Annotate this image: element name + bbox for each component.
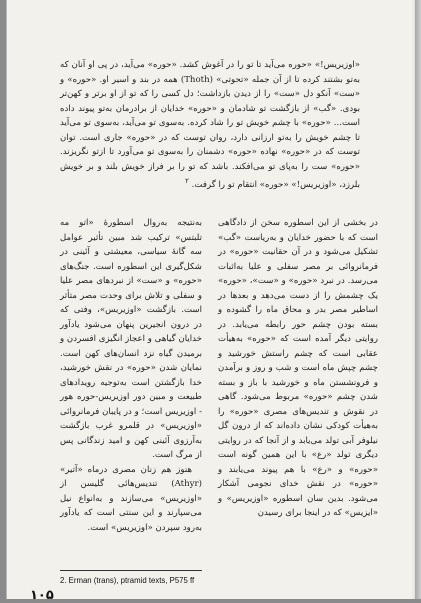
book-page [30,28,382,603]
top-paragraph [60,58,360,192]
scan-edge [6,0,7,599]
top-paragraph-text: «اوزیریس!» «حوره می‌آید تا تو را در آغوش کشد. «حوره» می‌آید، در پی او آنان که به‌تو بشتند کرده تا از آن جمله «تحوتی» (Thoth) همه در بند و اسیر او. «حوره» و «ست» آنکو دل «ست» را از دیدن بازداشت؛ دل کسی را که تو از او برتر و کهن‌تر بودی. «گب» از بازگشت تو شادمان و «حوره» خدایان از برادرمان به‌تو پیوند داده است... «حوره» با چشم خویش تو را شاد کرده. به‌سوی تو می‌آید، به‌سوی تو می‌آید تا چشم خویش را به‌تو ارزانی دارد، روان توست که در «حوره» جاری است. توان توست که در «حوره» نهاده «حوره» دشمنان را به‌سوی تو می‌آورد تا ازتو نگریزند. «حوره» ست را به‌پای تو می‌افکند. باشد که تو را بر فراز خویش بلند و بر خویش بلرزد، «اوزیریس!» «حوره» انتقام تو را گرفت. [60,60,360,190]
footnote: 2. Erman (trans), ptramid texts, P575 ff [60,576,195,585]
left-column-paragraph-2: هنوز هم زنان مصری درماه «آتیر» (Athyr) تندیس‌هائی گلیسن از «اوزیریس» می‌سازند و به‌انواع نیل می‌سپارند و این سنتی است که یادآور به‌رود سپردن «اوزیریس» است. [60,464,202,533]
right-column [218,216,378,521]
left-column-paragraph-1: به‌نتیجه به‌روال اسطورهٔ «اتو مه تلبتس» ترکیب شد مبین تأثیر عوامل سه گانهٔ سیاسی، معیشتی و آئینی در شکل‌گیری این اسطوره است. جنگ‌های «حوره» و «ست» از نبردهای مصر علیا و سفلی و تلاش برای وحدت مصر متأثر است. بازگشت «اوزیریس»، وفتی که در درون انجیرین پنهان می‌شود یادآور خدایان گیاهی و اعجاز انگیزی افسردن و برمیدن گیاه نزد انسان‌های کهن است. نمایان شدن «حوره» در نقش خورشید، خدا بازگشتن است به‌توجیه رویدادهای طبیعت و مبین دور اوزیریس-حوره هور - اوزیریس است؛ و در پایبان فرمانروائی «اوزیریس» در قلمرو غرب بازگشت به‌آرزوی آئینی کهن و امید زندگانی پس از مرگ است. [60,218,202,460]
right-column-text: در بخشی از این اسطوره سخن از دادگاهی است که با حضور خدایان و به‌ریاست «گب» تشکیل می‌شود و در آن حقانیت «حوره» در فرمانروائی بر مصر سفلی و علیا به‌اثبات می‌رسد. در نبرد «حوره» و «ست»، «حوره» یک چشمش را از دست می‌دهد و بعدها در اساطیر مصر بدر و محاق ماه را گشوده و بسته بودن چشم حور رابطه می‌یابد. در روایتی دیگر آمده است که «حوره» به‌هیأت عقابی است که چشم راستش خورشید و چشم چپش ماه است و شب و روز و برآمدن و فرونشستن ماه و خورشید با باز و بسته شدن چشم «حوره» مربوط می‌شود. گاهی در نقوش و تندیس‌های مصری «حوره» را به‌هیأت کودکی نشان داده‌اند که از درون گل نیلوفر آبی تولد می‌یابد و از آنجا که در روایتی دیگری تولد «رع» با این همین گونه است «حوره» و «رع» با هم پیوند می‌یابند و «حوره» در نقش خدای نجومی آشکار می‌شود. بدین سان اسطوره «اوزیریس» و «ایزیس» که در اینجا برای رسیدن [218,218,378,518]
footnote-reference: ۲ [185,176,189,185]
footnote-divider [60,570,202,571]
page-number: ۱۰۵ [30,588,54,603]
page-shadow [411,0,421,599]
left-column [60,216,202,535]
